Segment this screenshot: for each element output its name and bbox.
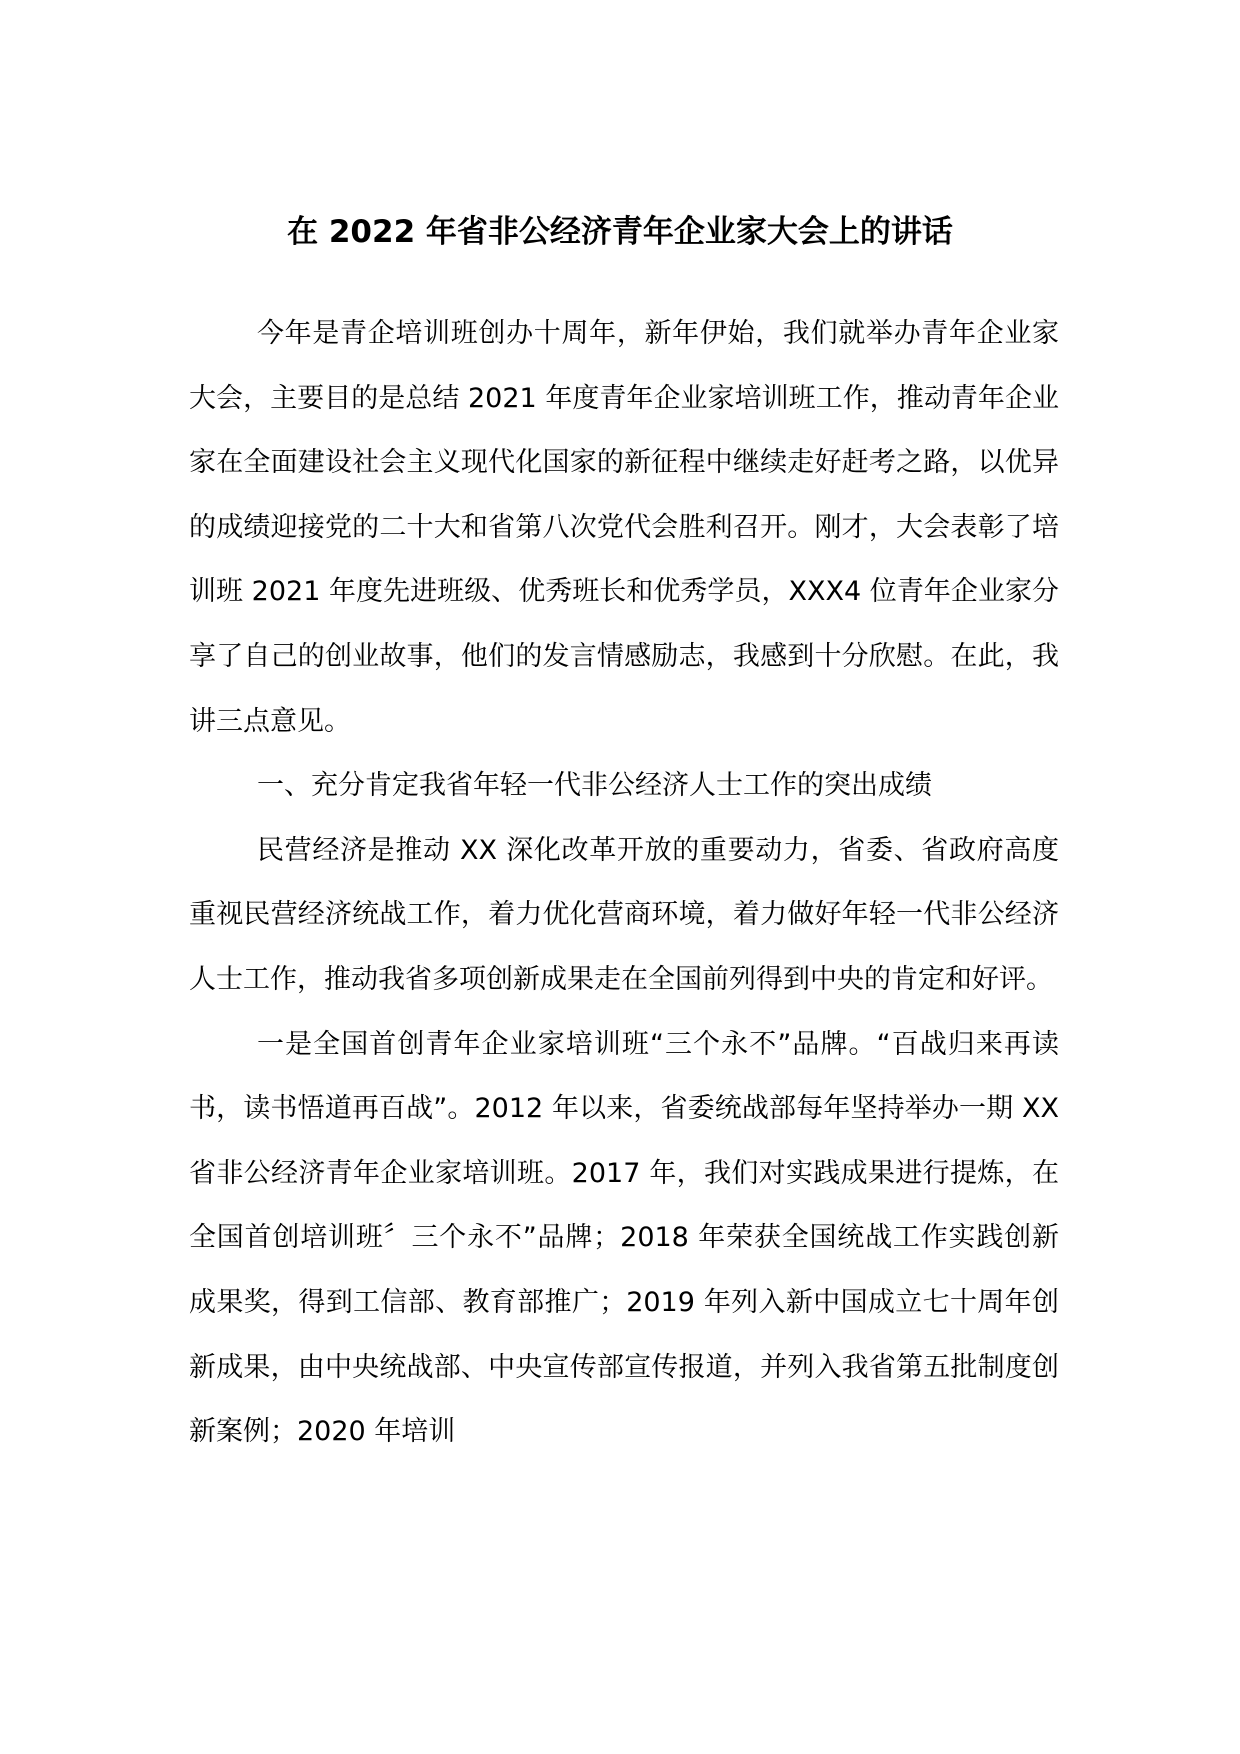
section-heading-1: 一、充分肯定我省年轻一代非公经济人士工作的突出成绩	[257, 770, 932, 802]
paragraph-training-brand: 一是全国首创青年企业家培训班“三个永不”品牌。“百战归来再读书，读书悟道再百战”。2012 年以来，省委统战部每年坚持举办一期 XX 省非公经济青年企业家培训班。2017 年，我们对实践成果进行提炼，在全国首创培训班〞三个永不”品牌；2018 年荣获全国统战工作实践创新成果奖，得到工信部、教育部推广；2019 年列入新中国成立七十周年创新成果，由中央统战部、中央宣传部宣传报道，并列入我省第五批制度创新案例；2020 年培训	[189, 1028, 1059, 1448]
document-body	[189, 302, 1059, 1465]
document-title: 在 2022 年省非公经济青年企业家大会上的讲话	[287, 214, 953, 250]
paragraph-private-economy: 民营经济是推动 XX 深化改革开放的重要动力，省委、省政府高度重视民营经济统战工作，着力优化营商环境，着力做好年轻一代非公经济人士工作，推动我省多项创新成果走在全国前列得到中央的肯定和好评。	[189, 834, 1059, 995]
paragraph-intro: 今年是青企培训班创办十周年，新年伊始，我们就举办青年企业家大会，主要目的是总结 2021 年度青年企业家培训班工作，推动青年企业家在全面建设社会主义现代化国家的新征程中继续走好赶考之路，以优异的成绩迎接党的二十大和省第八次党代会胜利召开。刚才，大会表彰了培训班 2021 年度先进班级、优秀班长和优秀学员，XXX4 位青年企业家分享了自己的创业故事，他们的发言情感励志，我感到十分欣慰。在此，我讲三点意见。	[189, 318, 1059, 737]
